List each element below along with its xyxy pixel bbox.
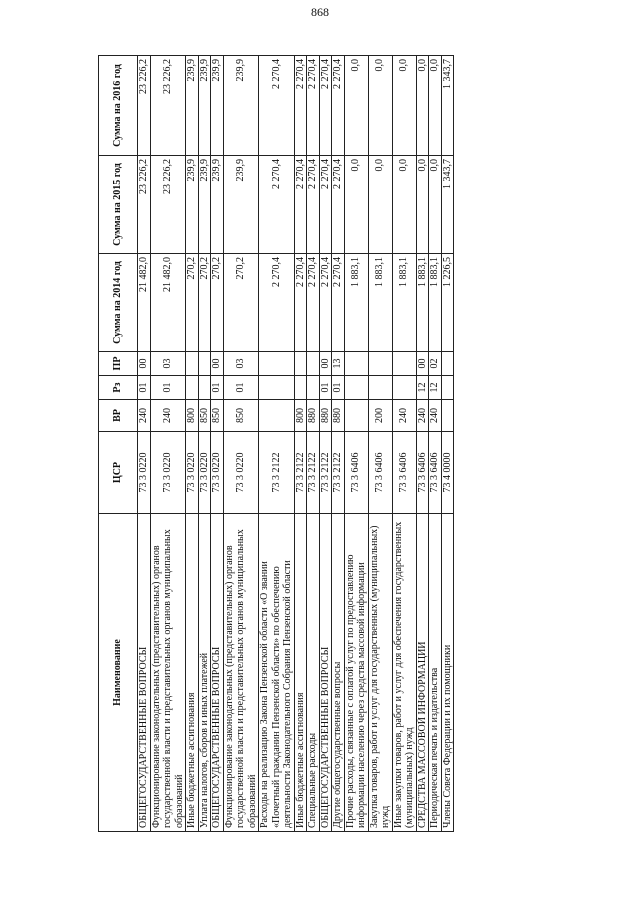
row-pr: 00 [319,352,332,376]
row-sum-2015: 2 270,4 [259,156,295,254]
header-sum-2014: Сумма на 2014 год [99,254,138,352]
row-rz: 01 [138,376,151,400]
row-sum-2016: 2 270,4 [294,56,307,156]
row-rz: 01 [223,376,259,400]
row-sum-2015: 1 343,7 [441,156,454,254]
row-csr: 73 3 6406 [416,432,429,514]
table-row [429,56,442,832]
row-csr: 73 3 6406 [344,432,368,514]
row-sum-2016: 0,0 [416,56,429,156]
row-sum-2016: 239,9 [211,56,224,156]
header-pr: ПР [99,352,138,376]
row-sum-2014: 2 270,4 [294,254,307,352]
row-sum-2014: 1 883,1 [416,254,429,352]
row-rz [392,376,416,400]
row-sum-2014: 1 226,5 [441,254,454,352]
row-pr: 13 [332,352,345,376]
table-row [368,56,392,832]
row-name: Периодическая печать и издательства [429,514,442,832]
row-pr: 00 [416,352,429,376]
row-sum-2016: 2 270,4 [259,56,295,156]
row-sum-2015: 239,9 [198,156,211,254]
row-sum-2015: 23 226,2 [150,156,186,254]
row-name: Функционирование законодательных (представительных) органов государственной власти и представительных органов муниципальных образований [223,514,259,832]
row-sum-2016: 239,9 [198,56,211,156]
row-csr: 73 4 0000 [441,432,454,514]
row-sum-2014: 270,2 [223,254,259,352]
row-vr: 850 [223,400,259,432]
row-sum-2016: 0,0 [429,56,442,156]
row-sum-2014: 1 883,1 [368,254,392,352]
row-sum-2015: 0,0 [416,156,429,254]
row-name: ОБЩЕГОСУДАРСТВЕННЫЕ ВОПРОСЫ [211,514,224,832]
row-name: Иные бюджетные ассигнования [186,514,199,832]
row-sum-2014: 21 482,0 [138,254,151,352]
row-sum-2016: 23 226,2 [150,56,186,156]
header-sum-2016: Сумма на 2016 год [99,56,138,156]
table-rotator [98,56,634,832]
table-body [138,56,454,832]
row-rz: 01 [150,376,186,400]
table-header-row [99,56,138,832]
row-name: Уплата налогов, сборов и иных платежей [198,514,211,832]
row-vr [344,400,368,432]
row-sum-2014: 270,2 [186,254,199,352]
row-rz [186,376,199,400]
row-vr: 200 [368,400,392,432]
row-csr: 73 3 2122 [294,432,307,514]
row-vr: 880 [332,400,345,432]
row-sum-2015: 2 270,4 [332,156,345,254]
row-vr [441,400,454,432]
header-csr: ЦСР [99,432,138,514]
row-rz [294,376,307,400]
row-sum-2014: 1 883,1 [392,254,416,352]
row-csr: 73 3 6406 [392,432,416,514]
row-pr: 02 [429,352,442,376]
row-sum-2014: 270,2 [198,254,211,352]
row-sum-2016: 239,9 [223,56,259,156]
row-name: Другие общегосударственные вопросы [332,514,345,832]
table-row [332,56,345,832]
row-sum-2014: 2 270,4 [259,254,295,352]
row-vr: 880 [319,400,332,432]
table-row [138,56,151,832]
table-row [186,56,199,832]
header-sum-2015: Сумма на 2015 год [99,156,138,254]
row-vr: 240 [392,400,416,432]
row-sum-2015: 2 270,4 [294,156,307,254]
row-csr: 73 3 2122 [259,432,295,514]
row-sum-2015: 239,9 [211,156,224,254]
row-pr [186,352,199,376]
row-csr: 73 3 0220 [138,432,151,514]
row-name: Члены Совета Федерации и их помощники [441,514,454,832]
row-pr [344,352,368,376]
row-sum-2016: 2 270,4 [332,56,345,156]
rotated-page-area [98,56,634,832]
row-vr: 240 [150,400,186,432]
row-vr: 850 [211,400,224,432]
row-vr: 800 [186,400,199,432]
row-sum-2016: 0,0 [344,56,368,156]
row-name: ОБЩЕГОСУДАРСТВЕННЫЕ ВОПРОСЫ [319,514,332,832]
row-csr: 73 3 0220 [223,432,259,514]
row-name: Иные бюджетные ассигнования [294,514,307,832]
budget-table [98,55,454,832]
row-sum-2014: 2 270,4 [332,254,345,352]
row-rz: 01 [332,376,345,400]
row-name: ОБЩЕГОСУДАРСТВЕННЫЕ ВОПРОСЫ [138,514,151,832]
row-name: Закупка товаров, работ и услуг для государственных (муниципальных) нужд [368,514,392,832]
row-csr: 73 3 0220 [186,432,199,514]
row-rz: 12 [429,376,442,400]
row-csr: 73 3 2122 [332,432,345,514]
row-rz [344,376,368,400]
header-name: Наименование [99,514,138,832]
row-pr [259,352,295,376]
table-row [344,56,368,832]
row-sum-2015: 239,9 [223,156,259,254]
page-number: 868 [311,5,329,19]
row-sum-2016: 2 270,4 [319,56,332,156]
header-vr: ВР [99,400,138,432]
row-vr: 880 [307,400,320,432]
row-sum-2015: 2 270,4 [319,156,332,254]
row-vr [259,400,295,432]
row-csr: 73 3 6406 [429,432,442,514]
row-sum-2014: 2 270,4 [307,254,320,352]
row-pr: 03 [223,352,259,376]
row-rz: 01 [319,376,332,400]
row-vr: 240 [429,400,442,432]
table-row [198,56,211,832]
table-row [441,56,454,832]
row-sum-2014: 21 482,0 [150,254,186,352]
row-vr: 800 [294,400,307,432]
row-name: СРЕДСТВА МАССОВОЙ ИНФОРМАЦИИ [416,514,429,832]
row-name: Специальные расходы [307,514,320,832]
row-sum-2016: 1 343,7 [441,56,454,156]
row-pr: 00 [211,352,224,376]
row-vr: 850 [198,400,211,432]
row-sum-2016: 2 270,4 [307,56,320,156]
row-rz: 01 [211,376,224,400]
row-sum-2015: 0,0 [429,156,442,254]
row-rz [307,376,320,400]
table-row [259,56,295,832]
row-pr [307,352,320,376]
row-rz: 12 [416,376,429,400]
table-row [150,56,186,832]
row-sum-2016: 23 226,2 [138,56,151,156]
row-csr: 73 3 6406 [368,432,392,514]
table-row [294,56,307,832]
row-pr: 00 [138,352,151,376]
table-row [223,56,259,832]
table-row [211,56,224,832]
row-csr: 73 3 2122 [319,432,332,514]
row-pr: 03 [150,352,186,376]
table-row [392,56,416,832]
row-sum-2015: 0,0 [368,156,392,254]
row-pr [441,352,454,376]
row-sum-2015: 23 226,2 [138,156,151,254]
row-name: Прочие расходы, связанные с оплатой услуг по предоставлению информации населению через средства массовой информации [344,514,368,832]
row-rz [259,376,295,400]
row-sum-2014: 2 270,4 [319,254,332,352]
table-row [307,56,320,832]
row-sum-2015: 0,0 [344,156,368,254]
row-sum-2016: 0,0 [368,56,392,156]
row-pr [198,352,211,376]
row-pr [368,352,392,376]
row-vr: 240 [138,400,151,432]
row-pr [294,352,307,376]
row-sum-2015: 239,9 [186,156,199,254]
row-sum-2015: 2 270,4 [307,156,320,254]
row-csr: 73 3 2122 [307,432,320,514]
row-name: Функционирование законодательных (представительных) органов государственной власти и представительных органов муниципальных образований [150,514,186,832]
row-rz [198,376,211,400]
table-row [416,56,429,832]
header-rz: Рз [99,376,138,400]
row-sum-2016: 239,9 [186,56,199,156]
row-csr: 73 3 0220 [150,432,186,514]
row-rz [368,376,392,400]
row-csr: 73 3 0220 [198,432,211,514]
row-csr: 73 3 0220 [211,432,224,514]
row-rz [441,376,454,400]
row-vr: 240 [416,400,429,432]
row-name: Расходы на реализацию Закона Пензенской области «О звании «Почетный гражданин Пензенской области» по обеспечению деятельности Законодательного Собрания Пензенской области [259,514,295,832]
row-pr [392,352,416,376]
row-sum-2014: 1 883,1 [344,254,368,352]
row-sum-2014: 270,2 [211,254,224,352]
row-sum-2016: 0,0 [392,56,416,156]
row-sum-2015: 0,0 [392,156,416,254]
table-row [319,56,332,832]
row-name: Иные закупки товаров, работ и услуг для обеспечения государственных (муниципальных) нужд [392,514,416,832]
row-sum-2014: 1 883,1 [429,254,442,352]
